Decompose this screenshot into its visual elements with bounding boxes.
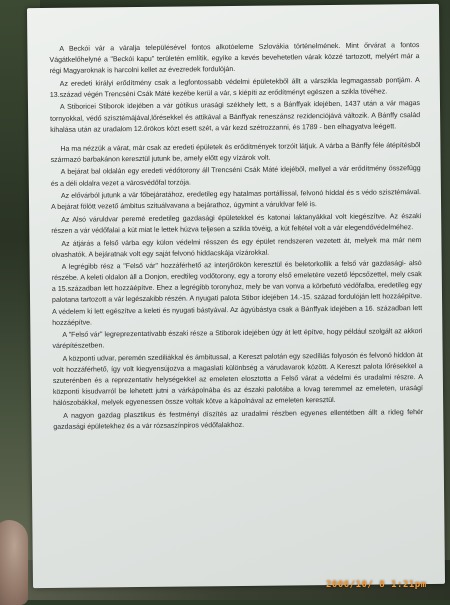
paragraph: Ha ma nézzük a várat, már csak az eredeti épületek és erődítmények torzóit látjuk. A várba a Bánffy féle átépítésből származó barbakánon keresztül jutunk be, amely előtt egy vízárok volt. bbox=[50, 141, 421, 164]
info-sheet bbox=[27, 4, 445, 588]
sheet-text bbox=[49, 40, 423, 434]
paragraph: A központi udvar, peremén szediliákkal és ámbitussal, a Kereszt palotán egy szedíliás folyosón és felvonó hiddon át volt hozzáférhető, így volt kiegyensújozva a magaslati különbség a várudavarok között. A Kereszt palota lőrésekkel a szuterénben és a reprezentatív helységekkel az emeleten elosztotta a Felső várat a védelmi és uradalmi részre. A központi kisudvarról be lehetett jutni a várkápolnába és az északi palotába a lovag teremmel az emeleten, uraságí hálószobákkal, melyek egyenessen össze voltak kötve a kápolnával az emeleten keresztül. bbox=[52, 351, 424, 408]
paragraph: Az eredeti királyi erődítmény csak a legfontossabb védelmi épületekből állt a várszikla legmagassab pontjám. A 13.század végén Trencséni Csák Máté kezébe kerül a vár, s kiépíti az erődítményt egészen a szikla tövéhez. bbox=[49, 76, 420, 99]
paragraph: A nagyon gazdag plasztikus és festményi díszítés az uradalmi részben egyenes ellentétben állt a rideg fehér gazdasági épületekhez és a vár rózsaszínpiros védőfalakhoz. bbox=[53, 408, 424, 431]
paragraph: Az átjárás a felső várba egy külon védelmi résszen és egy épület rendszeren vezetett át, melyek ma már nem olvashatók. A bejáratnak volt egy saját felvonó hiddacskája vízárokkal. bbox=[51, 236, 422, 259]
paragraph: A legrégibb rész a "Felső vár" hozzáférhető az interjőrökön keresztül és beletorkollik a felső vár gazdasági- alsó részébe. A keleti oldalon áll a Donjon, eredtileg vodőtorony, egy a torony első emeletére vezető lépcsőzettel, mely csak a 15.században lett hozzáépítve. Ehez a legrégibb toronyhoz, mely be van vonva a körbefutó védőfalba, eredetileg egy palotana tartozott a vár legészakibb részén. A nyugati palota Stibor idejében 14.-15. század fordulóján lett hozzáépítve. A védelem ki lett egészítve a keleti és nyugati bástyával. Az ágyúbástya csak a Bánffyak idejében a 16. században lett hozzáépítve. bbox=[51, 260, 423, 327]
paragraph: A Stiboricei Stiborok idejében a vár gótikus urasági székhely lett, s a Bánffyak idejében, 1437 után a vár magas tornyokkal, védő szisztémájával,lőrésekkel és attikával a Bánffyak reneszánsz rezidenciójává változik. A Bánffy család kihalása után az uradalom 12.őrökos közt esett szét, a vár kezd szétrozzanni, és 1789 - ben elhagyatva leégett. bbox=[50, 100, 421, 134]
paragraph: Az Alsó váruldvar peremé eredetileg gazdasági épületekkel és katonai laktanyákkal volt kiegészítve. Az északi részen a vár védőfalai a kút miat le lettek húzva teljesen a szikla tövéig, a kút feltétel volt a vár elegendővédelméhez. bbox=[51, 212, 422, 235]
date-stamp: 2006/10/ 8 1:21pm bbox=[326, 580, 427, 590]
paragraph: A bejárat bal oldalán egy eredeti védőtorony áll Trencséni Csák Máté idejéből, mellyel a vár erődítmény összefügg és a déli oldalra vezet a városvédőfal torzója. bbox=[50, 165, 421, 188]
finger bbox=[0, 520, 28, 605]
paragraph: A Beckói vár a váralja településével fontos alkotóeleme Szlovákia történelmének. Mint őrvárat a fontos Vágátkelőhelyné a "Beckói kapu" területén említik, egyike a kevés bevehetetlen várak közzé tartozott, melyért már a régi Magyaroknak is harcolni kellet az évezredek fordulóján. bbox=[49, 42, 420, 76]
paragraph: Az elővárból jutunk a vár főbejáratához, eredetileg egy hatalmas portállissal, felvonó híddal és s védo szisztémával. A bejárat fölött vezető ámbitus szituálvavana a bejárathoz, úgymint a váruldvar felé is. bbox=[51, 189, 421, 212]
paragraph: A "Felső vár" legreprezentatívabb északi része a Stiborok idejében úgy át lett építve, hogy például szolgált az akkori várépítészetben. bbox=[52, 328, 423, 351]
